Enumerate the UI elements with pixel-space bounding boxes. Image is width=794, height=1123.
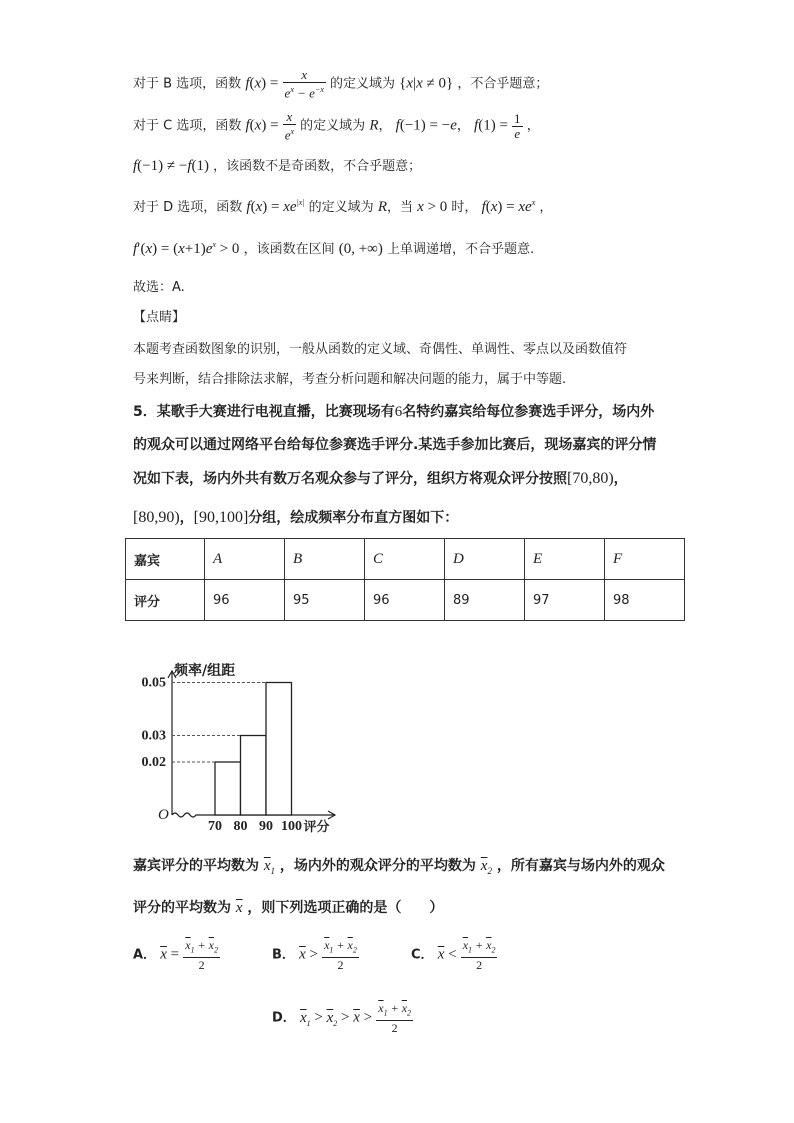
table-cell: 95 xyxy=(285,580,365,621)
score-table xyxy=(125,538,685,621)
table-cell: B xyxy=(285,539,365,580)
option-b[interactable]: B． $\overline{x}$ > $\frac{\overline{x}_1 + \overline{x}_2}{2}$ xyxy=(272,938,357,973)
solution-line-d: 对于 D 选项，函数 $f(x) = xe^{|x|}$ 的定义域为 R，当 x > 0 时， $f(x) = xe^x$ ， xyxy=(133,198,553,215)
histogram-bar xyxy=(215,762,241,815)
table-header-score: 评分 xyxy=(126,580,205,621)
answer-line: 故选：A. xyxy=(133,280,185,295)
solution-line-c2: f(−1) ≠ −f(1) ，该函数不是奇函数，不合乎题意； xyxy=(133,158,422,174)
table-cell: 96 xyxy=(205,580,285,621)
histogram-bar xyxy=(266,683,292,816)
option-a[interactable]: A． $\overline{x}$ = $\frac{\overline{x}_1 + \overline{x}_2}{2}$ xyxy=(133,938,218,973)
tip-line-1: 本题考查函数图象的识别，一般从函数的定义域、奇偶性、单调性、零点以及函数值符 xyxy=(133,342,628,357)
x-tick-label: 70 xyxy=(208,819,222,834)
table-cell: 96 xyxy=(365,580,445,621)
question-line-4: [80,90)，[90,100]分组，绘成频率分布直方图如下： xyxy=(133,509,459,526)
option-d[interactable]: D． $\overline{x}_1 > \overline{x}_2 > \overline{x}$ > $\frac{\overline{x}_1 + \overline{x}_2}{2}$ xyxy=(272,1001,412,1036)
x-tick-label: 100 xyxy=(281,819,302,834)
table-row-scores xyxy=(126,580,685,621)
frequency-histogram xyxy=(125,656,365,841)
table-cell: 89 xyxy=(445,580,525,621)
table-cell: C xyxy=(365,539,445,580)
question-after-2: 评分的平均数为 $\overline{x}$ ，则下列选项正确的是（ ） xyxy=(133,900,444,916)
table-cell: D xyxy=(445,539,525,580)
x-tick-label: 90 xyxy=(259,819,273,834)
question-after-1: 嘉宾评分的平均数为 $\overline{x}_1$ ，场内外的观众评分的平均数为 $\overline{x}_2$ ，所有嘉宾与场内外的观众 xyxy=(133,858,665,876)
y-tick-label: 0.05 xyxy=(141,675,166,691)
option-c[interactable]: C． $\overline{x}$ < $\frac{\overline{x}_1 + \overline{x}_2}{2}$ xyxy=(411,938,496,973)
y-tick-label: 0.02 xyxy=(141,755,166,770)
tip-line-2: 号来判断，结合排除法求解，考查分析问题和解决问题的能力，属于中等题. xyxy=(133,372,567,387)
table-cell: E xyxy=(525,539,605,580)
table-cell: 97 xyxy=(525,580,605,621)
y-axis-title: 频率/组距 xyxy=(174,663,236,679)
x-axis-title: 评分 xyxy=(303,820,330,835)
solution-line-d2: $f'(x) = (x+1)e^x > 0$ ，该函数在区间 (0, +∞) 上单调递增，不合乎题意. xyxy=(133,240,535,257)
origin-label: O xyxy=(158,807,169,823)
question-line-3: 况如下表，场内外共有数万名观众参与了评分，组织方将观众评分按照[70,80)， xyxy=(133,470,628,487)
histogram-bar xyxy=(241,736,267,816)
question-line-1: 5．某歌手大赛进行电视直播，比赛现场有6名特约嘉宾给每位参赛选手评分，场内外 xyxy=(133,404,655,420)
solution-line-b: 对于 B 选项，函数 f(x) = $\frac{x}{e^x - e^{-x}}$ 的定义域为 {x|x ≠ 0} ，不合乎题意； xyxy=(133,67,549,101)
table-row-guests xyxy=(126,539,685,580)
question-line-2: 的观众可以通过网络平台给每位参赛选手评分.某选手参加比赛后，现场嘉宾的评分情 xyxy=(133,437,657,453)
table-header-guest: 嘉宾 xyxy=(126,539,205,580)
y-tick-label: 0.03 xyxy=(141,728,166,744)
x-tick-label: 80 xyxy=(233,819,248,834)
table-cell: F xyxy=(605,539,685,580)
tip-title: 【点睛】 xyxy=(133,310,186,325)
table-cell: A xyxy=(205,539,285,580)
table-cell: 98 xyxy=(605,580,685,621)
solution-line-c: 对于 C 选项，函数 f(x) = $\frac{x}{e^x}$ 的定义域为 R， f(−1) = −e， f(1) = $\frac{1}{e}$ ， xyxy=(133,109,540,143)
